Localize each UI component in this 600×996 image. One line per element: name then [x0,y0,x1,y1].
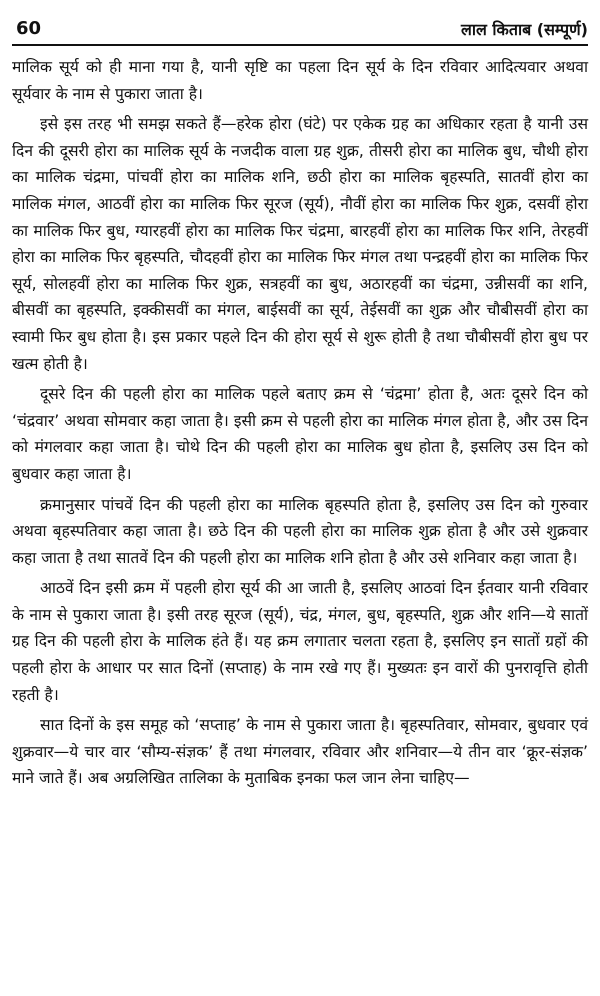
paragraph-eighth-day: आठवें दिन इसी क्रम में पहली होरा सूर्य की आ जाती है, इसलिए आठवां दिन ईतवार यानी रविवार के नाम से पुकारा जाता है। इसी तरह सूरज (सूर्य), चंद्र, मंगल, बुध, बृहस्पति, शुक्र और शनि—ये सातों ग्रह दिन की पहली होरा के मालिक हंते हैं। यह क्रम लगातार चलता रहता है, इसलिए इन सातों ग्रहों की पहली होरा के आधार पर सात दिनों (सप्ताह) के नाम रखे गए हैं। मुख्यतः इन वारों की पुनरावृत्ति होती रहती है। [12,579,588,704]
page-number: 60 [16,18,42,39]
page-header [12,18,588,46]
paragraph-fifth-day: क्रमानुसार पांचवें दिन की पहली होरा का मालिक बृहस्पति होता है, इसलिए उस दिन को गुरुवार अथवा बृहस्पतिवार कहा जाता है। छठे दिन की पहली होरा का मालिक शुक्र होता है और उसे शुक्रवार कहा जाता है तथा सातवें दिन की पहली होरा का मालिक शनि होता है और उसे शनिवार कहा जाता है। [12,495,588,567]
paragraph-continuation: मालिक सूर्य को ही माना गया है, यानी सृष्टि का पहला दिन सूर्य के दिन रविवार आदित्यवार अथवा सूर्यवार के नाम से पुकारा जाता है। [12,58,588,103]
body-text [12,54,588,792]
paragraph-hora-order: इसे इस तरह भी समझ सकते हैं—हरेक होरा (घंटे) पर एकेक ग्रह का अधिकार रहता है यानी उस दिन की दूसरी होरा का मालिक सूर्य के नजदीक वाला ग्रह शुक्र, तीसरी होरा का मालिक बुध, चौथी होरा का मालिक चंद्रमा, पांचवीं होरा का मालिक शनि, छठी होरा का मालिक बृहस्पति, सातवीं होरा का मालिक मंगल, आठवीं होरा का मालिक फिर सूरज (सूर्य), नौवीं होरा का मालिक फिर शुक्र, दसवीं होरा का मालिक फिर बुध, ग्यारहवीं होरा का मालिक फिर चंद्रमा, बारहवीं होरा का मालिक फिर शनि, तेरहवीं होरा का मालिक फिर बृहस्पति, चौदहवीं होरा का मालिक फिर मंगल तथा पन्द्रहवीं होरा का मालिक फिर सूर्य, सोलहवीं होरा का मालिक फिर शुक्र, सत्रहवीं का बुध, अठारहवीं का चंद्रमा, उन्नीसवीं का शनि, बीसवीं का बृहस्पति, इक्कीसवीं का मंगल, बाईसवीं का सूर्य, तेईसवीं का शुक्र और चौबीसवीं होरा का स्वामी फिर बुध होता है। इस प्रकार पहले दिन की होरा सूर्य से शुरू होती है तथा चौबीसवीं होरा बुध पर खत्म होती है। [12,115,588,373]
paragraph-week: सात दिनों के इस समूह को ‘सप्ताह’ के नाम से पुकारा जाता है। बृहस्पतिवार, सोमवार, बुधवार एवं शुक्रवार—ये चार वार ‘सौम्य-संज्ञक’ हैं तथा मंगलवार, रविवार और शनिवार—ये तीन वार ‘क्रूर-संज्ञक’ माने जाते हैं। अब अग्रलिखित तालिका के मुताबिक इनका फल जान लेना चाहिए— [12,716,588,788]
book-title: लाल किताब (सम्पूर्ण) [460,20,588,39]
paragraph-second-day: दूसरे दिन की पहली होरा का मालिक पहले बताए क्रम से ‘चंद्रमा’ होता है, अतः दूसरे दिन को ‘चंद्रवार’ अथवा सोमवार कहा जाता है। इसी क्रम से पहली होरा का मालिक मंगल होता है, और उस दिन को मंगलवार कहा जाता है। चोथे दिन की पहली होरा का मालिक बुध होता है, इसलिए उस दिन को बुधवार कहा जाता है। [12,385,588,483]
